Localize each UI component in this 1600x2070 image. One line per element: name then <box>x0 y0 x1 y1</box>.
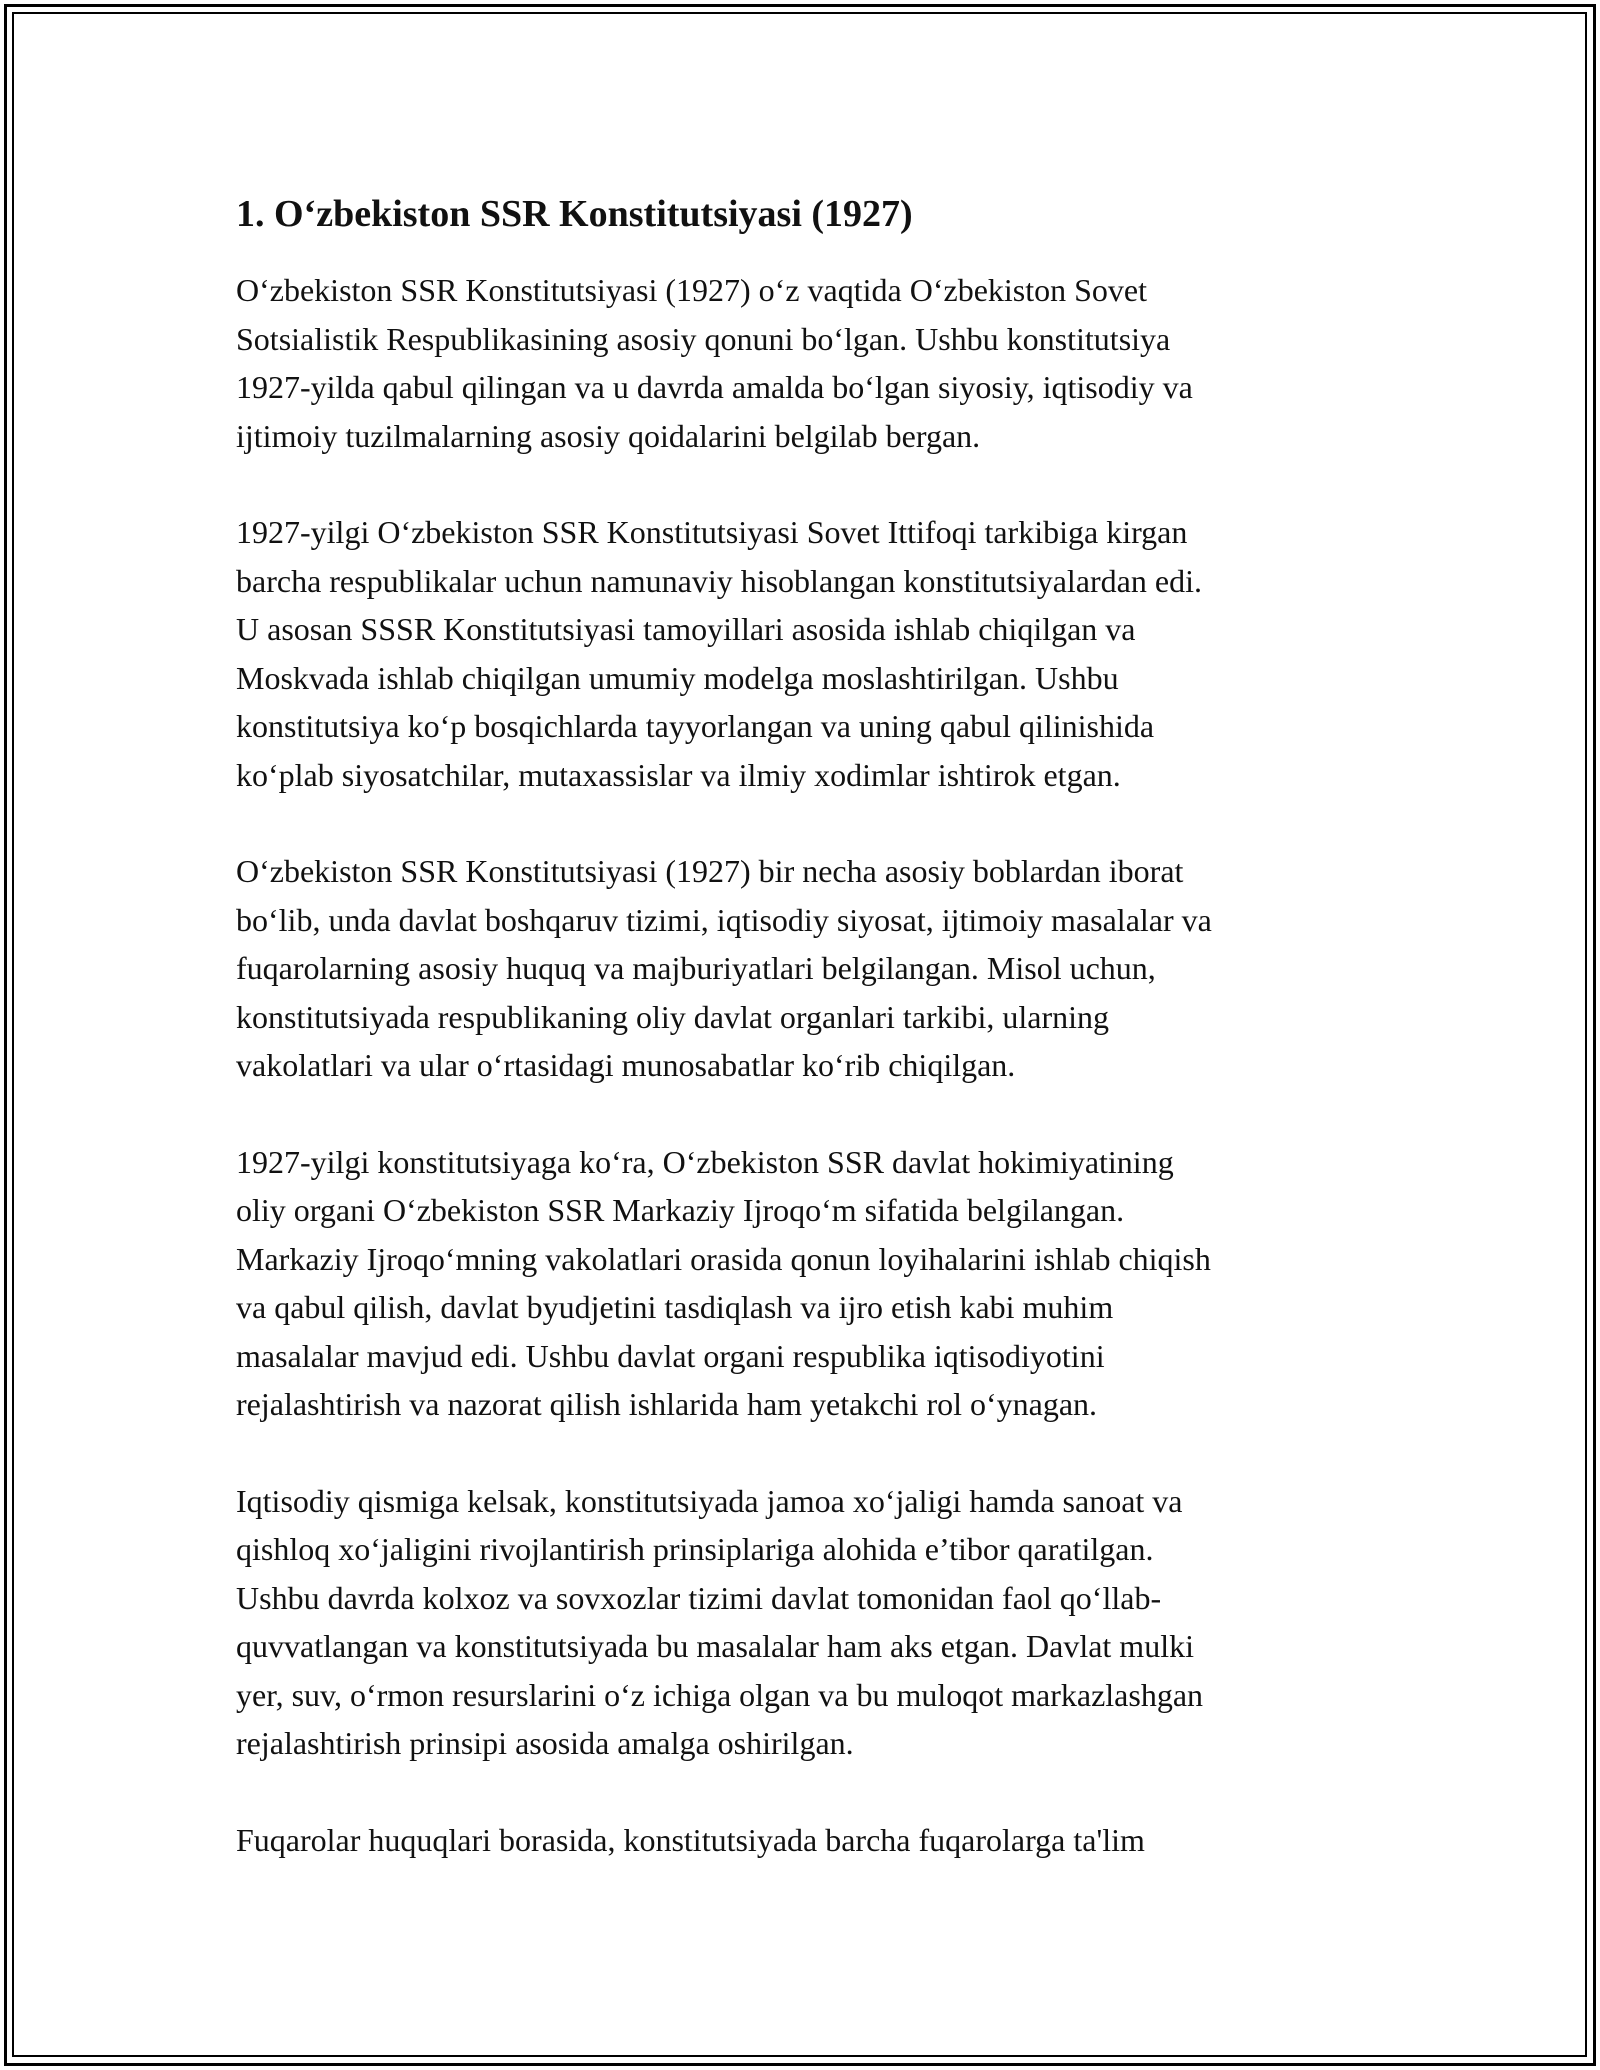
text-line: Iqtisodiy qismiga kelsak, konstitutsiyada jamoa xo‘jaligi hamda sanoat va <box>236 1482 1183 1519</box>
text-line: ko‘plab siyosatchilar, mutaxassislar va ilmiy xodimlar ishtirok etgan. <box>236 756 1121 793</box>
paragraph <box>236 1816 1376 1865</box>
text-line: Fuqarolar huquqlari borasida, konstitutsiyada barcha fuqarolarga ta'lim <box>236 1821 1145 1858</box>
text-line: Moskvada ishlab chiqilgan umumiy modelga moslashtirilgan. Ushbu <box>236 659 1119 696</box>
text-line: rejalashtirish prinsipi asosida amalga oshirilgan. <box>236 1725 854 1761</box>
text-line: Ushbu davrda kolxoz va sovxozlar tizimi davlat tomonidan faol qo‘llab- <box>236 1579 1162 1616</box>
text-line: masalalar mavjud edi. Ushbu davlat organi respublika iqtisodiyotini <box>236 1337 1105 1374</box>
text-line: 1927-yilgi O‘zbekiston SSR Konstitutsiyasi Sovet Ittifoqi tarkibiga kirgan <box>236 514 1188 550</box>
text-line: bo‘lib, unda davlat boshqaruv tizimi, iqtisodiy siyosat, ijtimoiy masalalar va <box>236 901 1212 938</box>
text-line: yer, suv, o‘rmon resurslarini o‘z ichiga olgan va bu muloqot markazlashgan <box>236 1676 1204 1713</box>
text-line: vakolatlari va ular o‘rtasidagi munosabatlar ko‘rib chiqilgan. <box>236 1047 1016 1083</box>
text-line: 1927-yilgi konstitutsiyaga ko‘ra, O‘zbekiston SSR davlat hokimiyatining <box>236 1143 1174 1180</box>
text-line: O‘zbekiston SSR Konstitutsiyasi (1927) o‘z vaqtida O‘zbekiston Sovet <box>236 272 1148 308</box>
text-line: quvvatlangan va konstitutsiyada bu masalalar ham aks etgan. Davlat mulki <box>236 1628 1194 1664</box>
text-line: Markaziy Ijroqo‘mning vakolatlari orasida qonun loyihalarini ishlab chiqish <box>236 1240 1211 1277</box>
text-line: qishloq xo‘jaligini rivojlantirish prinsiplariga alohida e’tibor qaratilgan. <box>236 1531 1154 1567</box>
paragraph <box>236 266 1376 460</box>
paragraph-container <box>236 266 1376 1864</box>
paragraph <box>236 1477 1376 1768</box>
paragraph <box>236 508 1376 799</box>
text-line: U asosan SSSR Konstitutsiyasi tamoyillari asosida ishlab chiqilgan va <box>236 611 1136 647</box>
paragraph <box>236 847 1376 1090</box>
paragraph <box>236 1138 1376 1429</box>
text-line: rejalashtirish va nazorat qilish ishlarida ham yetakchi rol o‘ynagan. <box>236 1386 1098 1422</box>
document-body <box>236 186 1376 1912</box>
text-line: va qabul qilish, davlat byudjetini tasdiqlash va ijro etish kabi muhim <box>236 1289 1114 1325</box>
text-line: oliy organi O‘zbekiston SSR Markaziy Ijroqo‘m sifatida belgilangan. <box>236 1192 1125 1228</box>
section-heading: 1. O‘zbekiston SSR Konstitutsiyasi (1927) <box>236 193 913 235</box>
text-line: Sotsialistik Respublikasining asosiy qonuni bo‘lgan. Ushbu konstitutsiya <box>236 320 1171 357</box>
text-line: barcha respublikalar uchun namunaviy hisoblangan konstitutsiyalardan edi. <box>236 562 1202 599</box>
text-line: 1927-yilda qabul qilingan va u davrda amalda bo‘lgan siyosiy, iqtisodiy va <box>236 369 1193 405</box>
text-line: konstitutsiya ko‘p bosqichlarda tayyorlangan va uning qabul qilinishida <box>236 708 1155 744</box>
text-line: fuqarolarning asosiy huquq va majburiyatlari belgilangan. Misol uchun, <box>236 950 1156 986</box>
text-line: O‘zbekiston SSR Konstitutsiyasi (1927) bir necha asosiy boblardan iborat <box>236 853 1184 889</box>
text-line: ijtimoiy tuzilmalarning asosiy qoidalarini belgilab bergan. <box>236 417 981 454</box>
text-line: konstitutsiyada respublikaning oliy davlat organlari tarkibi, ularning <box>236 998 1110 1035</box>
